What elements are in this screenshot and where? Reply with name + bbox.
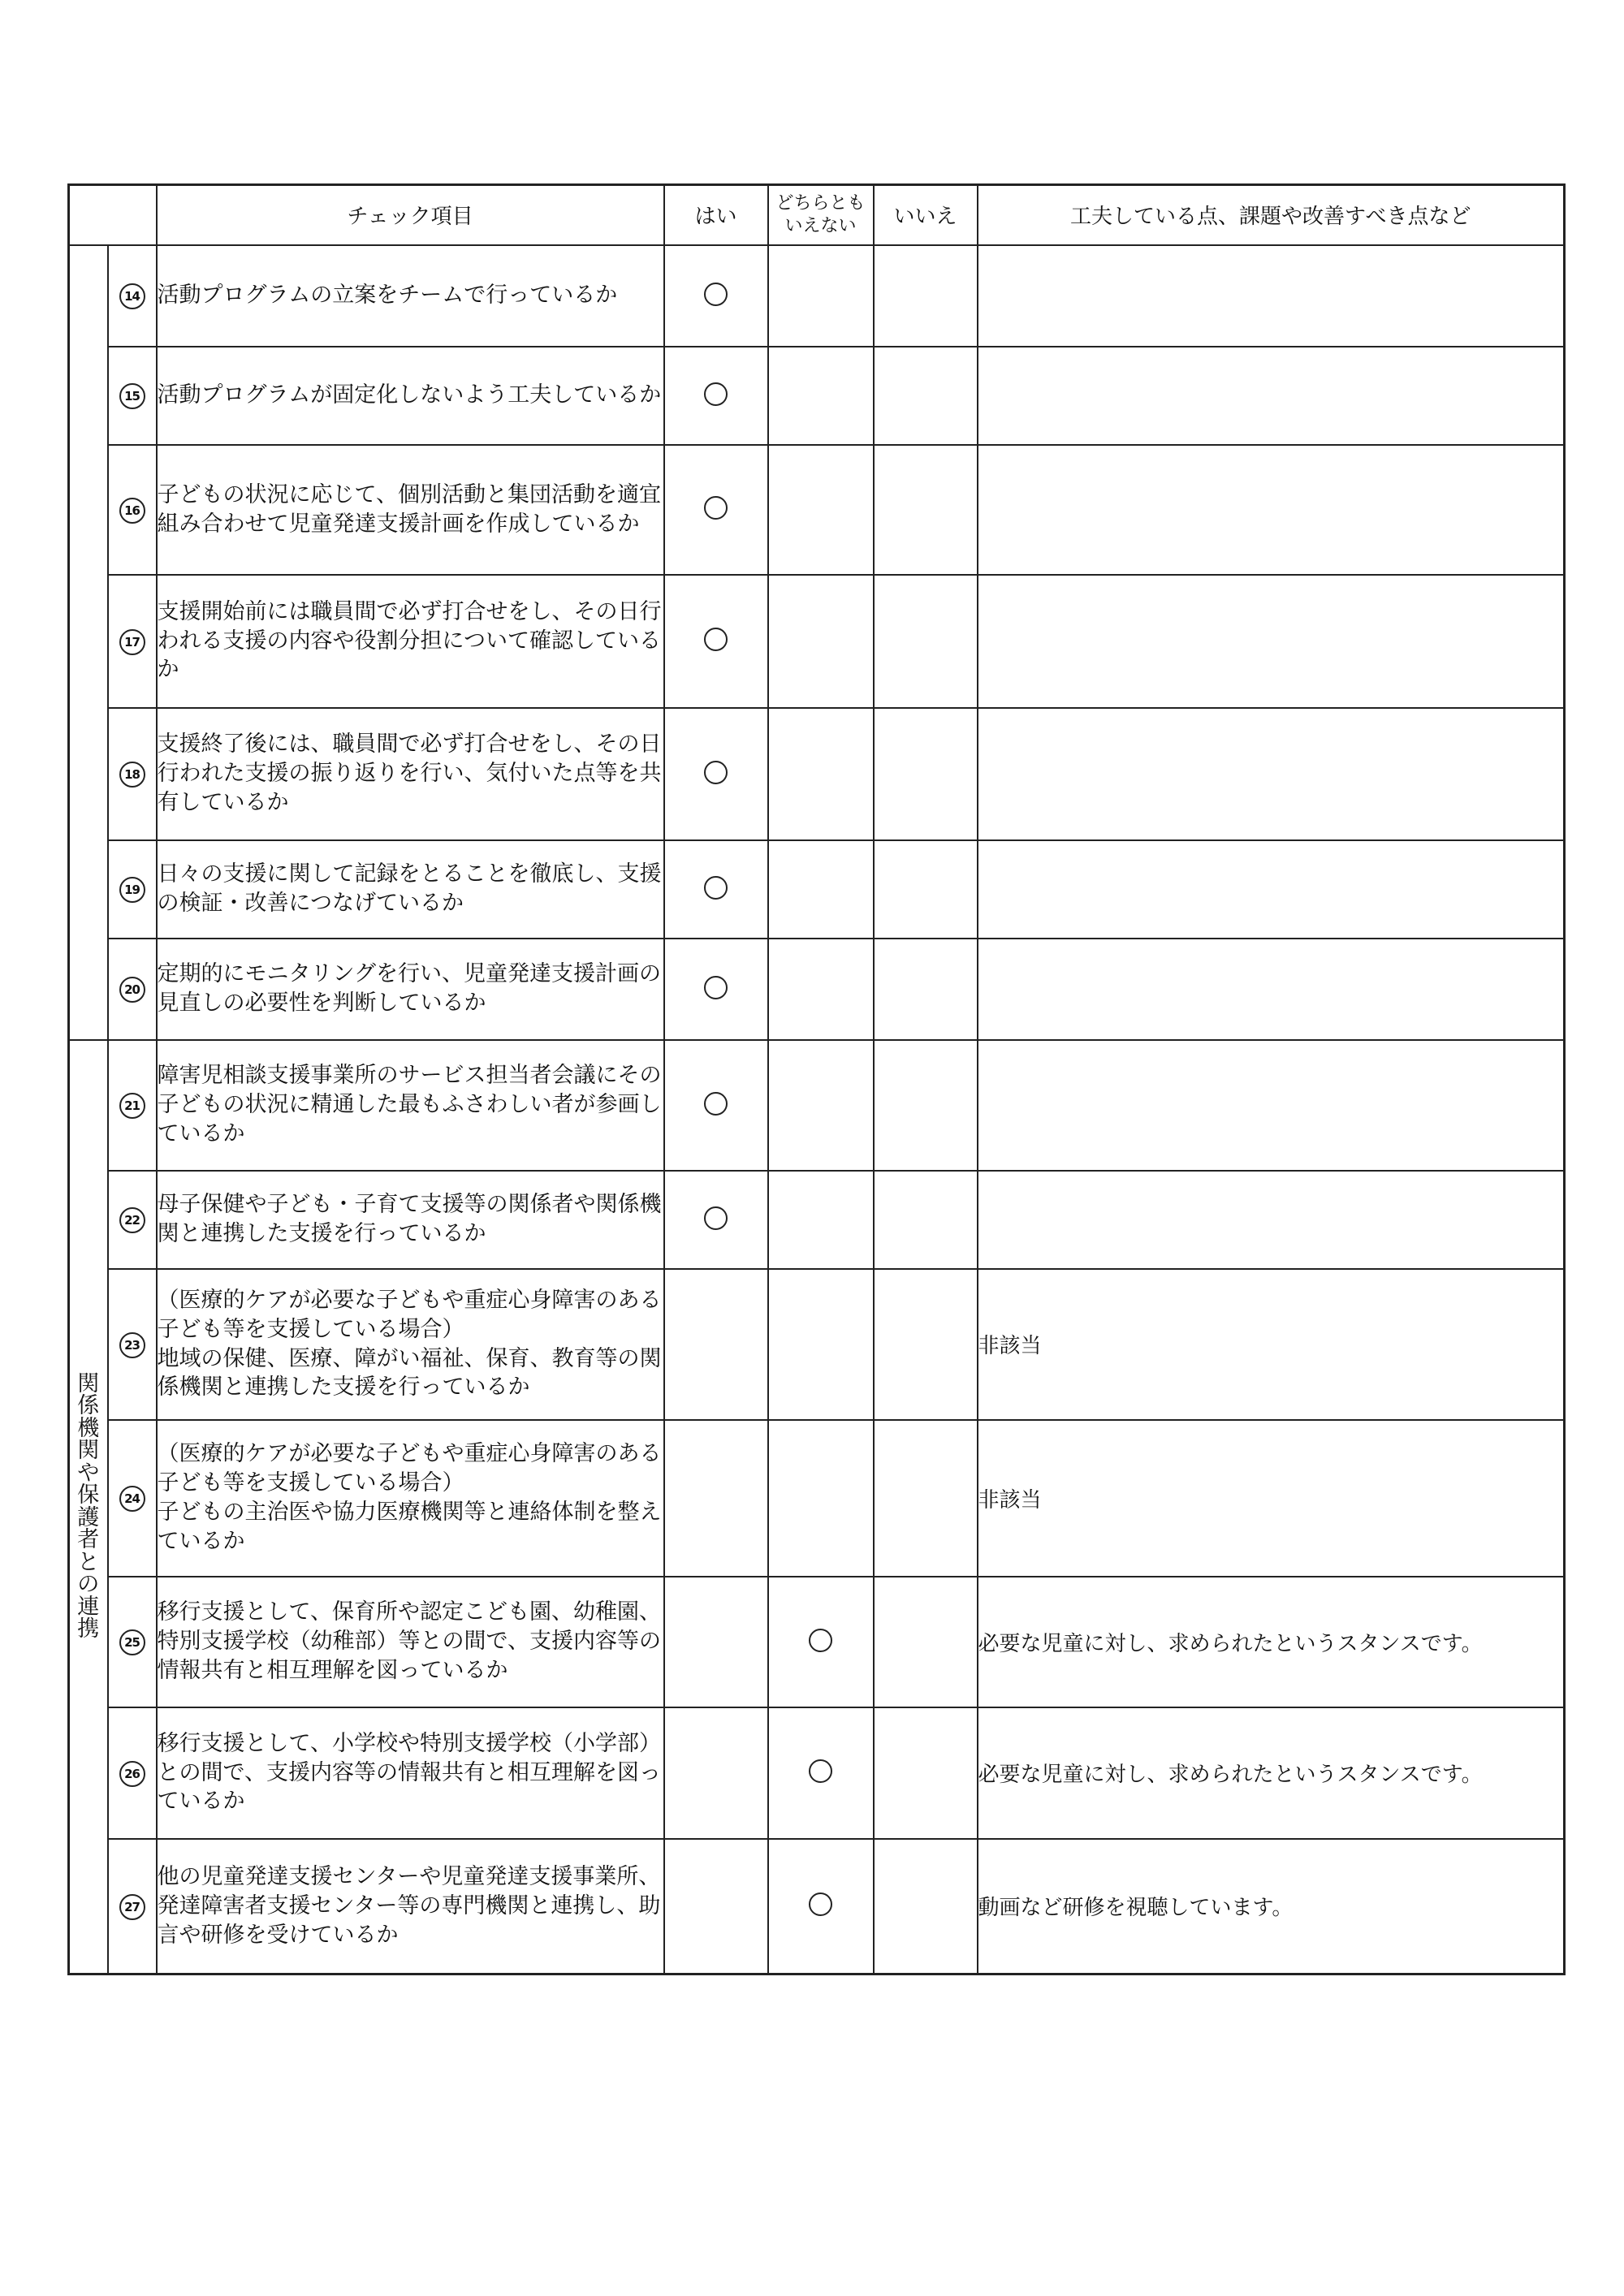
answer-neither-cell[interactable] bbox=[768, 708, 874, 840]
header-blank bbox=[69, 185, 157, 245]
answer-neither-cell[interactable] bbox=[768, 575, 874, 708]
answer-neither-cell[interactable] bbox=[768, 245, 874, 347]
circled-number: 18 bbox=[119, 762, 145, 788]
answer-neither-cell[interactable] bbox=[768, 1420, 874, 1577]
item-number bbox=[108, 347, 157, 445]
circle-mark-icon bbox=[704, 382, 728, 406]
category-cell-previous bbox=[69, 245, 108, 1040]
circle-mark-icon bbox=[704, 283, 728, 306]
circled-number: 17 bbox=[119, 629, 145, 655]
circle-mark-icon bbox=[704, 761, 728, 784]
circled-number: 20 bbox=[119, 977, 145, 1003]
check-item-text: 子どもの状況に応じて、個別活動と集団活動を適宜組み合わせて児童発達支援計画を作成しているか bbox=[157, 445, 664, 575]
answer-yes-cell[interactable] bbox=[664, 1171, 768, 1269]
circled-number: 19 bbox=[119, 877, 145, 903]
note-cell[interactable] bbox=[978, 575, 1565, 708]
answer-no-cell[interactable] bbox=[874, 1171, 978, 1269]
check-item-text: 定期的にモニタリングを行い、児童発達支援計画の見直しの必要性を判断しているか bbox=[157, 939, 664, 1040]
table-row bbox=[69, 1269, 1565, 1420]
answer-yes-cell[interactable] bbox=[664, 445, 768, 575]
table-row bbox=[69, 245, 1565, 347]
item-number bbox=[108, 1577, 157, 1707]
note-cell[interactable]: 必要な児童に対し、求められたというスタンスです。 bbox=[978, 1707, 1565, 1839]
check-item-text: （医療的ケアが必要な子どもや重症心身障害のある子ども等を支援している場合） 子どもの主治医や協力医療機関等と連絡体制を整えているか bbox=[157, 1420, 664, 1577]
answer-neither-cell[interactable] bbox=[768, 347, 874, 445]
answer-yes-cell[interactable] bbox=[664, 1420, 768, 1577]
header-row bbox=[69, 185, 1565, 245]
answer-neither-cell[interactable] bbox=[768, 840, 874, 939]
item-number bbox=[108, 1839, 157, 1974]
table-row bbox=[69, 575, 1565, 708]
answer-yes-cell[interactable] bbox=[664, 575, 768, 708]
answer-yes-cell[interactable] bbox=[664, 245, 768, 347]
circled-number: 15 bbox=[119, 383, 145, 409]
note-cell[interactable] bbox=[978, 840, 1565, 939]
check-item-text: 支援終了後には、職員間で必ず打合せをし、その日行われた支援の振り返りを行い、気付いた点等を共有しているか bbox=[157, 708, 664, 840]
note-cell[interactable]: 非該当 bbox=[978, 1269, 1565, 1420]
note-cell[interactable] bbox=[978, 1171, 1565, 1269]
item-number bbox=[108, 840, 157, 939]
note-cell[interactable] bbox=[978, 347, 1565, 445]
check-item-text: 障害児相談支援事業所のサービス担当者会議にその子どもの状況に精通した最もふさわしい者が参画しているか bbox=[157, 1040, 664, 1171]
header-note: 工夫している点、課題や改善すべき点など bbox=[978, 185, 1565, 245]
note-cell[interactable]: 非該当 bbox=[978, 1420, 1565, 1577]
answer-no-cell[interactable] bbox=[874, 245, 978, 347]
answer-yes-cell[interactable] bbox=[664, 1040, 768, 1171]
answer-yes-cell[interactable] bbox=[664, 1839, 768, 1974]
table-row bbox=[69, 840, 1565, 939]
table-row bbox=[69, 1577, 1565, 1707]
answer-no-cell[interactable] bbox=[874, 347, 978, 445]
note-cell[interactable] bbox=[978, 939, 1565, 1040]
answer-no-cell[interactable] bbox=[874, 1839, 978, 1974]
answer-neither-cell[interactable] bbox=[768, 445, 874, 575]
circled-number: 16 bbox=[119, 498, 145, 524]
answer-yes-cell[interactable] bbox=[664, 939, 768, 1040]
circled-number: 25 bbox=[119, 1629, 145, 1655]
table-row bbox=[69, 1171, 1565, 1269]
check-item-text: 母子保健や子ども・子育て支援等の関係者や関係機関と連携した支援を行っているか bbox=[157, 1171, 664, 1269]
item-number bbox=[108, 1269, 157, 1420]
table-row bbox=[69, 939, 1565, 1040]
answer-no-cell[interactable] bbox=[874, 939, 978, 1040]
answer-neither-cell[interactable] bbox=[768, 1839, 874, 1974]
item-number bbox=[108, 575, 157, 708]
header-neither: どちらとも いえない bbox=[768, 185, 874, 245]
table-row bbox=[69, 1707, 1565, 1839]
item-number bbox=[108, 708, 157, 840]
circled-number: 26 bbox=[119, 1761, 145, 1787]
note-cell[interactable] bbox=[978, 1040, 1565, 1171]
circle-mark-icon bbox=[809, 1759, 832, 1783]
item-number bbox=[108, 1420, 157, 1577]
item-number bbox=[108, 1171, 157, 1269]
header-item: チェック項目 bbox=[157, 185, 664, 245]
check-item-text: 支援開始前には職員間で必ず打合せをし、その日行われる支援の内容や役割分担について確認しているか bbox=[157, 575, 664, 708]
answer-no-cell[interactable] bbox=[874, 1420, 978, 1577]
check-item-text: 活動プログラムが固定化しないよう工夫しているか bbox=[157, 347, 664, 445]
circle-mark-icon bbox=[704, 1092, 728, 1116]
answer-neither-cell[interactable] bbox=[768, 1269, 874, 1420]
check-item-text: 他の児童発達支援センターや児童発達支援事業所、発達障害者支援センター等の専門機関と連携し、助言や研修を受けているか bbox=[157, 1839, 664, 1974]
circled-number: 27 bbox=[119, 1894, 145, 1920]
answer-yes-cell[interactable] bbox=[664, 1577, 768, 1707]
item-number bbox=[108, 445, 157, 575]
table-row bbox=[69, 1040, 1565, 1171]
circled-number: 24 bbox=[119, 1486, 145, 1512]
answer-no-cell[interactable] bbox=[874, 575, 978, 708]
category-label-text: 関 係 機 関 や 保 護 者 と の 連 携 bbox=[77, 1370, 100, 1642]
table-row bbox=[69, 445, 1565, 575]
note-cell[interactable] bbox=[978, 708, 1565, 840]
note-cell[interactable]: 必要な児童に対し、求められたというスタンスです。 bbox=[978, 1577, 1565, 1707]
circle-mark-icon bbox=[704, 628, 728, 651]
check-item-text: 移行支援として、小学校や特別支援学校（小学部）との間で、支援内容等の情報共有と相互理解を図っているか bbox=[157, 1707, 664, 1839]
check-item-text: 日々の支援に関して記録をとることを徹底し、支援の検証・改善につなげているか bbox=[157, 840, 664, 939]
answer-neither-cell[interactable] bbox=[768, 1171, 874, 1269]
circle-mark-icon bbox=[704, 1206, 728, 1230]
answer-no-cell[interactable] bbox=[874, 840, 978, 939]
check-item-text: 移行支援として、保育所や認定こども園、幼稚園、特別支援学校（幼稚部）等との間で、支援内容等の情報共有と相互理解を図っているか bbox=[157, 1577, 664, 1707]
item-number bbox=[108, 1707, 157, 1839]
answer-no-cell[interactable] bbox=[874, 708, 978, 840]
circle-mark-icon bbox=[809, 1629, 832, 1652]
answer-no-cell[interactable] bbox=[874, 1707, 978, 1839]
item-number bbox=[108, 1040, 157, 1171]
circled-number: 23 bbox=[119, 1332, 145, 1358]
answer-no-cell[interactable] bbox=[874, 1577, 978, 1707]
answer-neither-cell[interactable] bbox=[768, 1040, 874, 1171]
checklist-table bbox=[67, 183, 1566, 1975]
answer-yes-cell[interactable] bbox=[664, 840, 768, 939]
answer-no-cell[interactable] bbox=[874, 1040, 978, 1171]
answer-yes-cell[interactable] bbox=[664, 1707, 768, 1839]
table-row bbox=[69, 1839, 1565, 1974]
answer-yes-cell[interactable] bbox=[664, 347, 768, 445]
item-number bbox=[108, 939, 157, 1040]
circled-number: 14 bbox=[119, 283, 145, 309]
header-no: いいえ bbox=[874, 185, 978, 245]
note-cell[interactable] bbox=[978, 445, 1565, 575]
category-label bbox=[69, 1040, 108, 1974]
check-item-text: 活動プログラムの立案をチームで行っているか bbox=[157, 245, 664, 347]
circle-mark-icon bbox=[704, 876, 728, 900]
item-number bbox=[108, 245, 157, 347]
answer-neither-cell[interactable] bbox=[768, 939, 874, 1040]
circled-number: 21 bbox=[119, 1093, 145, 1119]
header-yes: はい bbox=[664, 185, 768, 245]
answer-neither-cell[interactable] bbox=[768, 1707, 874, 1839]
note-cell[interactable] bbox=[978, 245, 1565, 347]
circled-number: 22 bbox=[119, 1207, 145, 1233]
check-item-text: （医療的ケアが必要な子どもや重症心身障害のある子ども等を支援している場合） 地域の保健、医療、障がい福祉、保育、教育等の関係機関と連携した支援を行っているか bbox=[157, 1269, 664, 1420]
table-row bbox=[69, 1420, 1565, 1577]
answer-no-cell[interactable] bbox=[874, 1269, 978, 1420]
answer-no-cell[interactable] bbox=[874, 445, 978, 575]
note-cell[interactable]: 動画など研修を視聴しています。 bbox=[978, 1839, 1565, 1974]
answer-yes-cell[interactable] bbox=[664, 708, 768, 840]
circle-mark-icon bbox=[704, 496, 728, 520]
table-row bbox=[69, 347, 1565, 445]
circle-mark-icon bbox=[809, 1892, 832, 1916]
answer-neither-cell[interactable] bbox=[768, 1577, 874, 1707]
answer-yes-cell[interactable] bbox=[664, 1269, 768, 1420]
table-row bbox=[69, 708, 1565, 840]
circle-mark-icon bbox=[704, 976, 728, 999]
